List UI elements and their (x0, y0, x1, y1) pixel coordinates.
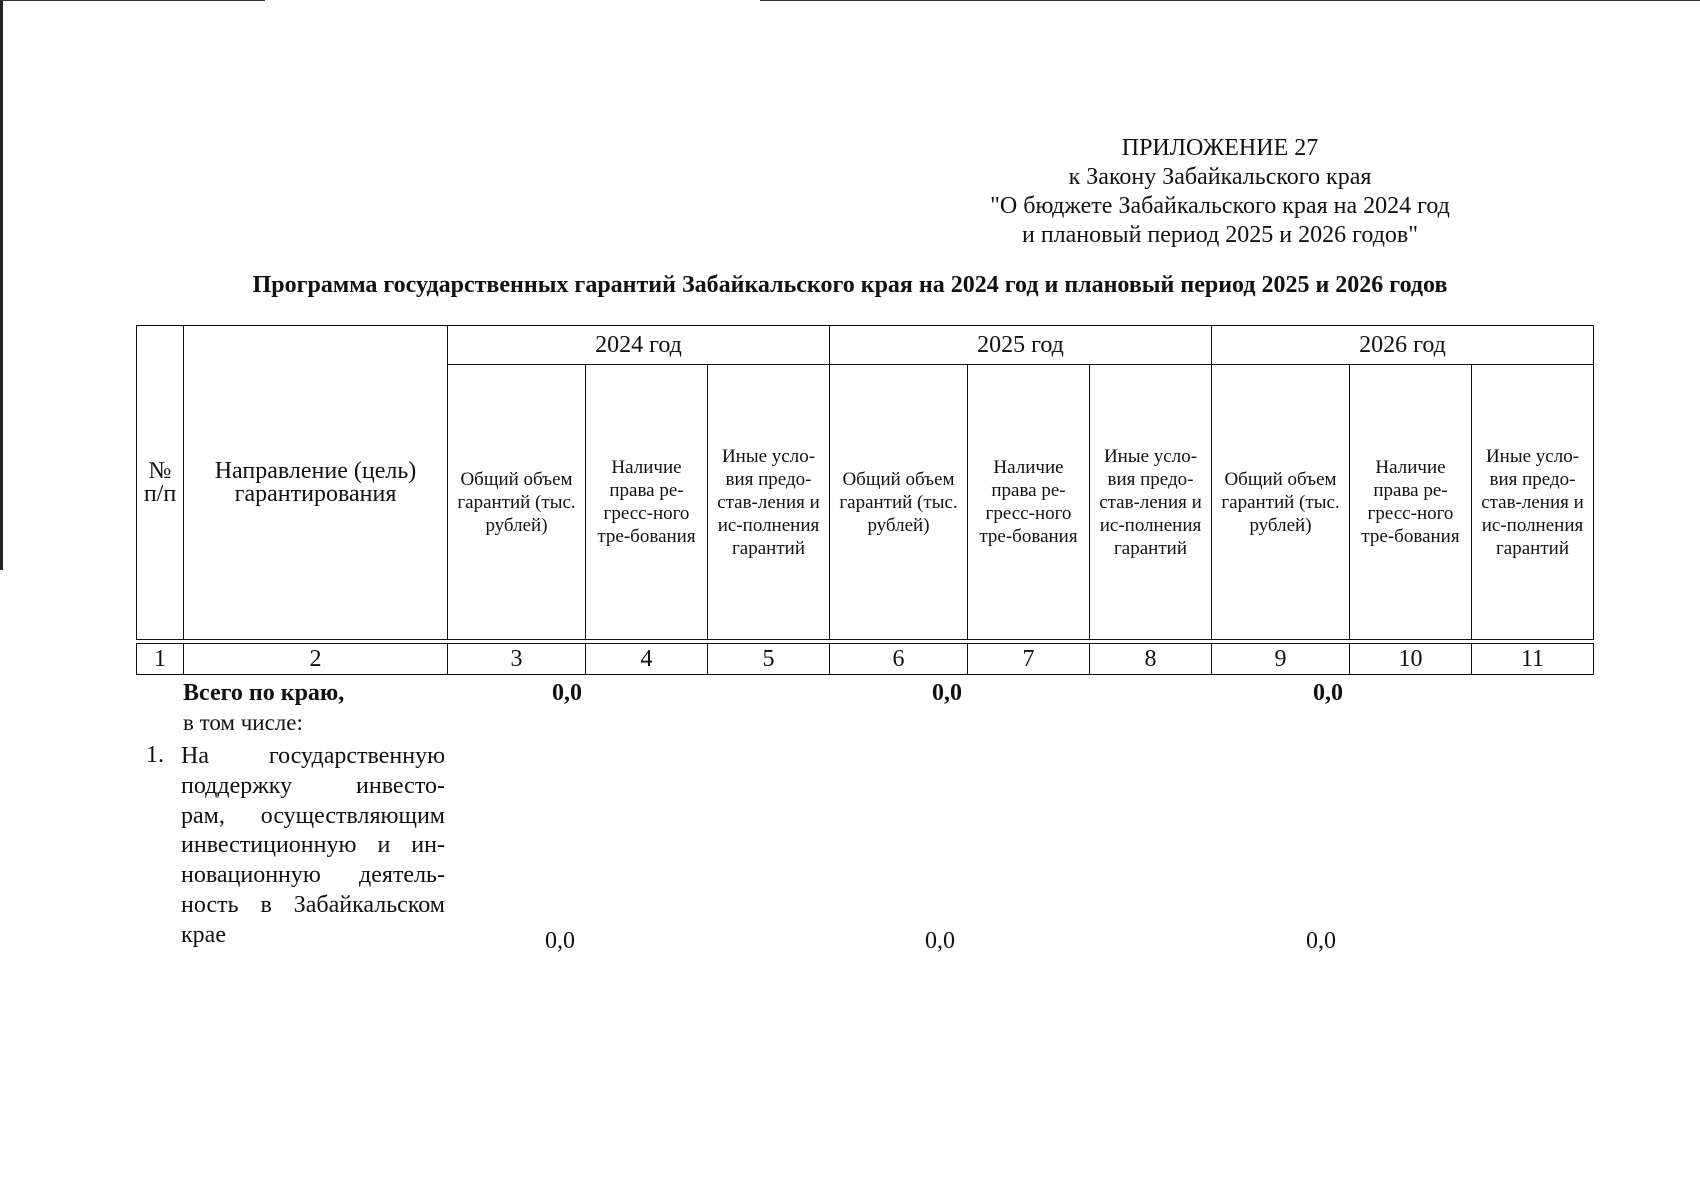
column-number: 10 (1350, 644, 1472, 675)
scan-artifact-line (760, 0, 1700, 1)
header-other-conditions: Иные усло-вия предо-став-ления и ис-полнения гарантий (1472, 365, 1594, 640)
scan-artifact-line (0, 0, 265, 1)
header-direction: Направление (цель) гарантирования (184, 326, 448, 640)
item-1-description: На государственную поддержку инвесто- рам, осуществляющим инвестиционную и ин- новационную деятель- ность в Забайкальском крае (181, 743, 445, 948)
item-1-2026-volume: 0,0 (1306, 928, 1336, 954)
column-number: 1 (137, 644, 184, 675)
header-regress: Наличие права ре-гресс-ного тре-бования (1350, 365, 1472, 640)
appendix-number: ПРИЛОЖЕНИЕ 27 (1121, 135, 1319, 161)
total-2024-volume: 0,0 (552, 680, 582, 706)
header-volume: Общий объем гарантий (тыс. рублей) (1212, 365, 1350, 640)
appendix-law-ref: к Закону Забайкальского края (1068, 164, 1372, 190)
column-number: 8 (1090, 644, 1212, 675)
appendix-header (900, 134, 1540, 250)
column-number: 4 (586, 644, 708, 675)
header-other-conditions: Иные усло-вия предо-став-ления и ис-полнения гарантий (708, 365, 830, 640)
item-1-2025-volume: 0,0 (925, 928, 955, 954)
column-number: 6 (830, 644, 968, 675)
header-volume: Общий объем гарантий (тыс. рублей) (830, 365, 968, 640)
total-2025-volume: 0,0 (932, 680, 962, 706)
header-regress: Наличие права ре-гресс-ного тре-бования (968, 365, 1090, 640)
item-1-number: 1. (146, 742, 164, 768)
item-1-2024-volume: 0,0 (545, 928, 575, 954)
guarantees-table (136, 325, 1594, 675)
column-number: 9 (1212, 644, 1350, 675)
header-number: № п/п (137, 326, 184, 640)
column-number: 2 (184, 644, 448, 675)
column-number: 3 (448, 644, 586, 675)
column-number: 7 (968, 644, 1090, 675)
column-number: 11 (1472, 644, 1594, 675)
total-sublabel: в том числе: (183, 710, 303, 735)
header-regress: Наличие права ре-гресс-ного тре-бования (586, 365, 708, 640)
total-2026-volume: 0,0 (1313, 680, 1343, 706)
header-year-2026: 2026 год (1212, 326, 1594, 365)
appendix-law-title-cont: и плановый период 2025 и 2026 годов" (1021, 222, 1419, 248)
column-number: 5 (708, 644, 830, 675)
header-other-conditions: Иные усло-вия предо-став-ления и ис-полнения гарантий (1090, 365, 1212, 640)
header-year-2025: 2025 год (830, 326, 1212, 365)
header-year-2024: 2024 год (448, 326, 830, 365)
total-label: Всего по краю, (183, 680, 345, 706)
header-volume: Общий объем гарантий (тыс. рублей) (448, 365, 586, 640)
document-title: Программа государственных гарантий Забайкальского края на 2024 год и плановый период 2025 и 2026 годов (252, 272, 1448, 298)
appendix-law-title: "О бюджете Забайкальского края на 2024 год (990, 193, 1450, 219)
